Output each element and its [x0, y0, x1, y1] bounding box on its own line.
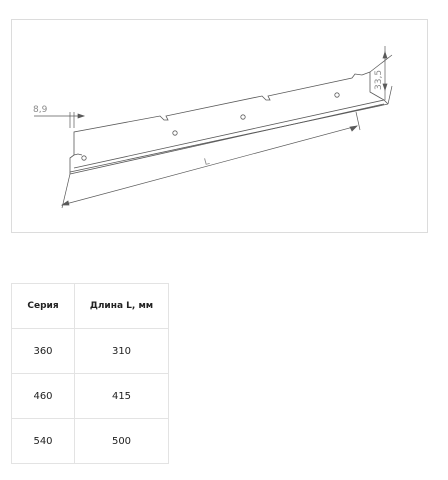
dim-height-label: 33,5 [374, 69, 384, 90]
dim-length-arrow-right [350, 126, 357, 131]
dim-length-ext-right [356, 112, 360, 130]
dim-width-label: 8,9 [33, 105, 48, 115]
cell-length: 310 [75, 329, 169, 374]
cell-series: 360 [12, 329, 75, 374]
dim-length-label: L [203, 156, 211, 168]
dim-width-arrow [78, 114, 84, 118]
header-length: Длина L, мм [75, 284, 169, 329]
mount-hole [241, 115, 245, 119]
rail-bottom-edge [70, 104, 384, 174]
dim-height-ext-top [370, 55, 392, 72]
series-length-table [11, 283, 169, 464]
rail-drawing [12, 20, 429, 234]
rail-top-edge [74, 72, 370, 155]
mount-hole [335, 93, 339, 97]
rail-face-mid [74, 100, 384, 168]
rail-left-end [74, 154, 82, 155]
cell-length: 500 [75, 419, 169, 464]
dim-height-ext-bottom [388, 86, 392, 104]
mount-hole [173, 131, 177, 135]
dim-height-arrow-top [383, 52, 387, 58]
table-row [12, 419, 169, 464]
table-row [12, 374, 169, 419]
technical-drawing [11, 19, 428, 233]
table-header-row [12, 284, 169, 329]
cell-length: 415 [75, 374, 169, 419]
rail-face-top [70, 104, 388, 172]
header-series: Серия [12, 284, 75, 329]
table-row [12, 329, 169, 374]
cell-series: 540 [12, 419, 75, 464]
cell-series: 460 [12, 374, 75, 419]
mount-hole [82, 156, 86, 160]
